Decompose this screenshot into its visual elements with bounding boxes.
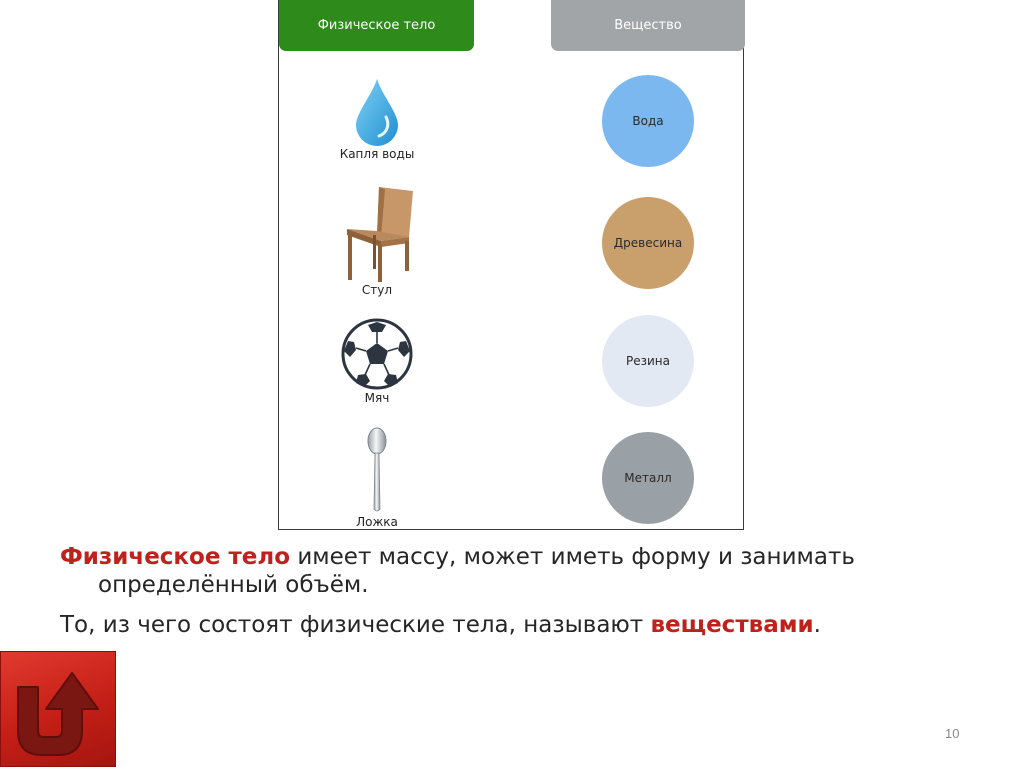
definition-line-1 — [60, 543, 965, 571]
water-drop-icon — [352, 77, 402, 147]
header-substance[interactable]: Вещество — [551, 0, 745, 51]
substance-text-end: . — [813, 612, 821, 638]
definition-text: имеет массу, может иметь форму и занимать — [290, 544, 855, 570]
definition-paragraph — [60, 543, 965, 599]
substance-paragraph — [60, 611, 965, 639]
spoon-icon — [362, 427, 392, 515]
header-physical-body[interactable]: Физическое тело — [279, 0, 474, 51]
soccer-ball-icon — [340, 317, 414, 391]
term-substances: веществами — [650, 612, 814, 638]
page-number: 10 — [945, 726, 960, 741]
substance-water[interactable]: Вода — [602, 75, 694, 167]
definition-line-2: определённый объём. — [98, 572, 369, 598]
object-spoon[interactable] — [309, 427, 445, 529]
return-arrow-icon — [0, 651, 116, 767]
object-chair[interactable] — [309, 185, 445, 297]
object-label: Капля воды — [339, 147, 415, 161]
substance-text: То, из чего состоят физические тела, называют — [60, 612, 651, 638]
substance-wood[interactable]: Древесина — [602, 197, 694, 289]
term-physical-body: Физическое тело — [60, 544, 291, 570]
back-button[interactable] — [0, 651, 116, 767]
object-ball[interactable] — [309, 317, 445, 405]
chair-icon — [337, 185, 417, 283]
object-label: Мяч — [364, 391, 390, 405]
substance-rubber[interactable]: Резина — [602, 315, 694, 407]
objects-panel — [278, 0, 744, 530]
object-label: Ложка — [356, 515, 398, 529]
object-label: Стул — [361, 283, 393, 297]
substance-metal[interactable]: Металл — [602, 432, 694, 524]
object-water-drop[interactable] — [309, 77, 445, 161]
